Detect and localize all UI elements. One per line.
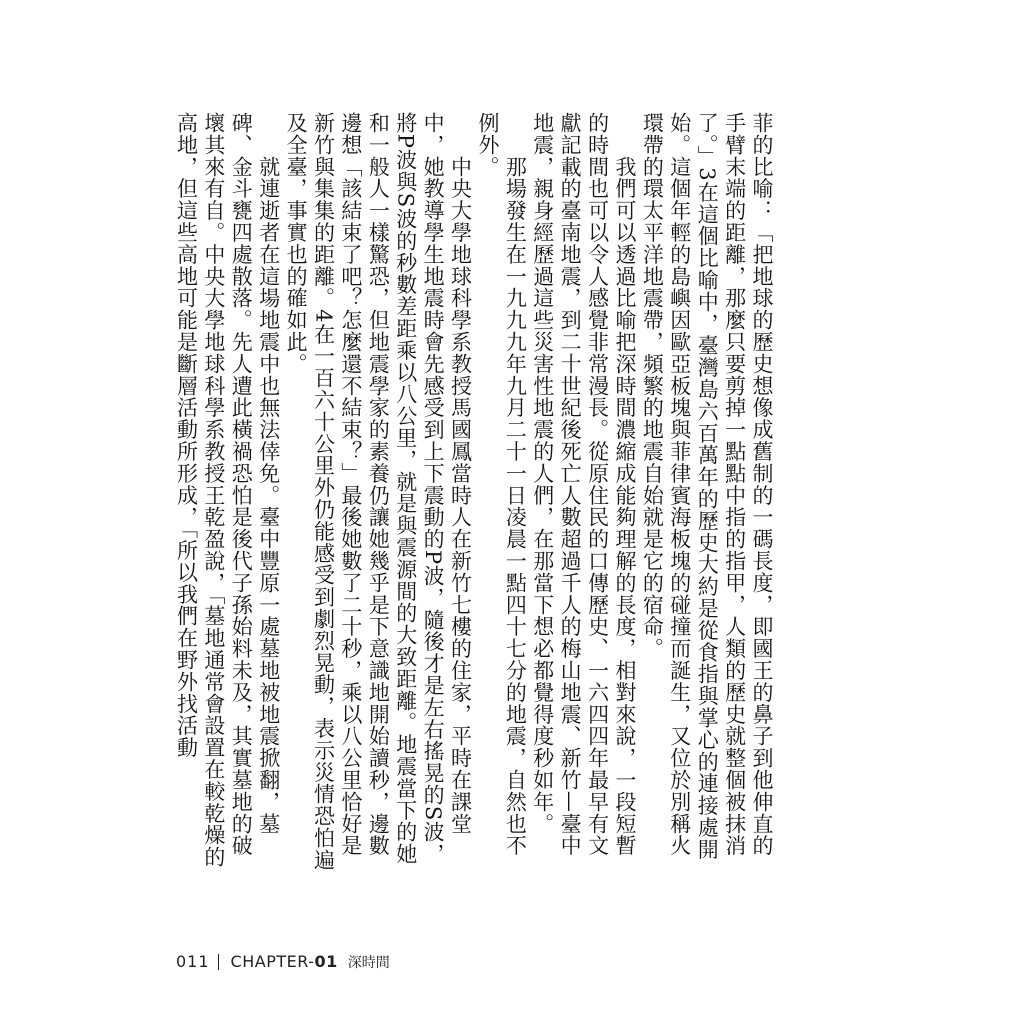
- page-number: 011: [176, 952, 210, 971]
- paragraph: 就連逝者在這場地震中也無法倖免。臺中豐原一處墓地被地震掀翻，墓碑、金斗甕四處散落。先人遭此橫禍恐怕是後代子孫始料未及，其實墓地的破壞其來有自。中央大學地球科學系教授王乾盈說，「墓地通常會設置在較乾燥的高地，但這些高地可能是斷層活動所形成，「所以我們在野外找活動: [174, 112, 281, 868]
- paragraph: 中央大學地球科學系教授馬國鳳當時人在新竹七樓的住家，平時在課堂中，她教導學生地震時會先感受到上下震動的P波，隨後才是左右搖晃的S波，將P波與S波的秒數差距乘以八公里，就是與震源間的大致距離。地震當下的她和一般人一樣驚恐，但地震學家的素養仍讓她幾乎是下意識地開始讀秒，邊數邊想「該結束了吧？怎麼還不結束？」最後她數了二十秒，乘以八公里恰好是新竹與集集的距離。4在一百六十公里外仍能感受到劇烈晃動，表示災情恐怕遍及全臺，事實也的確如此。: [284, 112, 473, 871]
- paragraph: 菲的比喻：「把地球的歷史想像成舊制的一碼長度，即國王的鼻子到他伸直的手臂末端的距離，那麼只要剪掉一點點中指的指甲，人類的歷史就整個被抹消了。」3在這個比喻中，臺灣島六百萬年的歷史大約是從食指與掌心的連接處開始。這個年輕的島嶼因歐亞板塊與菲律賓海板塊的碰撞而誕生，又位於別稱火環帶的環太平洋地震帶，頻繁的地震自始就是它的宿命。: [640, 112, 774, 861]
- page-footer: [176, 952, 390, 972]
- chapter-title: 深時間: [347, 955, 390, 971]
- chapter-number: 01: [314, 952, 338, 971]
- paragraph: 那場發生在一九九九年九月二十一日凌晨一點四十七分的地震，自然也不例外。: [475, 112, 528, 857]
- body-text: [174, 112, 775, 872]
- paragraph: 我們可以透過比喻把深時間濃縮成能夠理解的長度，相對來說，一段短暫的時間也可以令人感覺非常漫長。從原住民的口傳歷史、一六四四年最早有文獻記載的臺南地震，到二十世紀後死亡人數超過千人的梅山地震、新竹—臺中地震，親身經歷過這些災害性地震的人們，在那當下想必都覺得度秒如年。: [530, 112, 637, 857]
- chapter-prefix: CHAPTER-: [230, 952, 315, 971]
- footer-divider: [218, 954, 219, 970]
